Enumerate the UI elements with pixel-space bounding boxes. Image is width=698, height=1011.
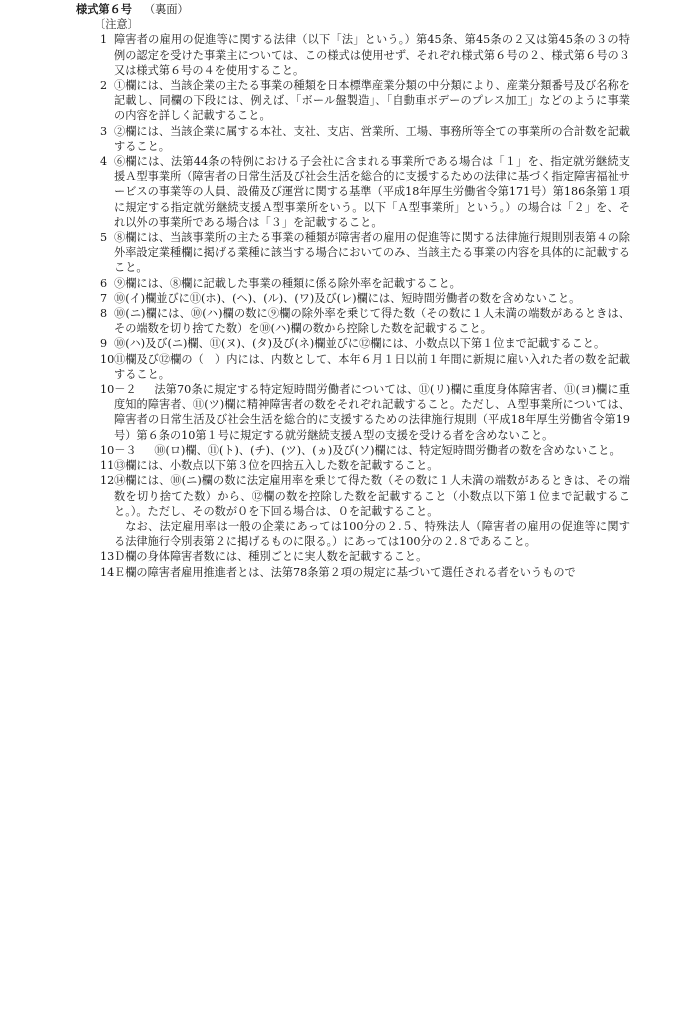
form-header xyxy=(76,2,630,17)
instruction-item xyxy=(76,565,630,580)
item-text: 法第70条に規定する特定短時間労働者については、⑪(リ)欄に重度身体障害者、⑪(ヨ)欄に重度知的障害者、⑪(ツ)欄に精神障害者の数をそれぞれ記載すること。ただし、Ａ型事業所については、障害者の日常生活及び社会生活を総合的に支援するための法律施行規則（平成18年厚生労働省令第19号）第６条の10第１号に規定する就労継続支援Ａ型の支援を受ける者を含めないこと。 xyxy=(114,383,630,442)
instruction-item xyxy=(76,352,630,382)
item-number: 8 xyxy=(100,307,108,321)
form-number: 様式第６号 xyxy=(76,3,132,16)
instruction-item xyxy=(76,306,630,336)
instruction-item xyxy=(76,124,630,154)
item-number: 9 xyxy=(100,337,108,351)
item-text: ⑧欄には、当該事業所の主たる事業の種類が障害者の雇用の促進等に関する法律施行規則別表第４の除外率設定業種欄に掲げる業種に該当する場合においてのみ、当該主たる事業の内容を具体的に記載すること。 xyxy=(114,231,630,275)
item-text: ⑩(ニ)欄には、⑩(ハ)欄の数に⑨欄の除外率を乗じて得た数（その数に１人未満の端数があるときは、その端数を切り捨てた数）を⑩(ハ)欄の数から控除した数を記載すること。 xyxy=(114,307,630,336)
item-number: 10－２ xyxy=(100,383,137,397)
page-side-label: （裏面） xyxy=(143,3,189,16)
item-number: 10 xyxy=(100,352,115,366)
item-text: ⑭欄には、⑩(ニ)欄の数に法定雇用率を乗じて得た数（その数に１人未満の端数があるときは、その端数を切り捨てた数）から、⑫欄の数を控除した数を記載すること（小数点以下第１位まで記載すること。）。ただし、その数が０を下回る場合は、０を記載すること。 xyxy=(114,474,630,518)
item-number: 6 xyxy=(100,276,108,290)
supplementary-note: なお、法定雇用率は一般の企業にあっては100分の２.５、特殊法人（障害者の雇用の促進等に関する法律施行令別表第２に掲げるものに限る。）にあっては100分の２.８であること。 xyxy=(114,519,630,549)
instruction-item xyxy=(76,154,630,230)
item-number: 13 xyxy=(100,550,115,564)
item-text: Ｅ欄の障害者雇用推進者とは、法第78条第２項の規定に基づいて選任される者をいうもので xyxy=(114,565,576,579)
instructions-page xyxy=(76,2,630,580)
caution-label: 〔注意〕 xyxy=(94,18,139,32)
instruction-item xyxy=(76,230,630,276)
instruction-item xyxy=(76,32,630,78)
item-text: ①欄には、当該企業の主たる事業の種類を日本標準産業分類の中分類により、産業分類番号及び名称を記載し、同欄の下段には、例えば、「ボール盤製造」、「自動車ボデーのプレス加工」などのように事業の内容を詳しく記載すること。 xyxy=(114,79,630,123)
item-text: ⑥欄には、法第44条の特例における子会社に含まれる事業所である場合は「１」を、指定就労継続支援Ａ型事業所（障害者の日常生活及び社会生活を総合的に支援するための法律に基づく指定障害福祉サービスの事業等の人員、設備及び運営に関する基準（平成18年厚生労働省令第171号）第186条第１項に規定する指定就労継続支援Ａ型事業所をいう。以下「Ａ型事業所」という。）の場合は「２」を、それ以外の事業所である場合は「３」を記載すること。 xyxy=(114,155,630,229)
instruction-item xyxy=(76,443,630,458)
instruction-item xyxy=(76,276,630,291)
item-text: 障害者の雇用の促進等に関する法律（以下「法」という。）第45条、第45条の２又は第45条の３の特例の認定を受けた事業主については、この様式は使用せず、それぞれ様式第６号の２、様式第６号の３又は様式第６号の４を使用すること。 xyxy=(114,33,630,77)
instruction-item xyxy=(76,458,630,473)
item-number: 7 xyxy=(100,291,108,305)
item-number: 2 xyxy=(100,79,108,93)
item-text: ②欄には、当該企業に属する本社、支社、支店、営業所、工場、事務所等全ての事業所の合計数を記載すること。 xyxy=(114,124,630,153)
instruction-item xyxy=(76,336,630,351)
item-number: 10－３ xyxy=(100,443,137,457)
item-text: ⑬欄には、小数点以下第３位を四捨五入した数を記載すること。 xyxy=(114,459,439,473)
item-number: 4 xyxy=(100,155,108,169)
item-number: 3 xyxy=(100,124,108,138)
instruction-item xyxy=(76,473,630,519)
item-number: 5 xyxy=(100,231,108,245)
item-text: ⑩(ハ)及び(ニ)欄、⑪(ヌ)、(タ)及び(ネ)欄並びに⑫欄には、小数点以下第１位まで記載すること。 xyxy=(114,337,606,351)
instruction-item xyxy=(76,78,630,124)
item-number: 12 xyxy=(100,474,115,488)
item-text: ⑪欄及び⑫欄の（ ）内には、内数として、本年６月１日以前１年間に新規に雇い入れた者の数を記載すること。 xyxy=(114,352,630,381)
item-text: Ｄ欄の身体障害者数には、種別ごとに実人数を記載すること。 xyxy=(114,550,428,564)
item-number: 14 xyxy=(100,565,115,579)
instruction-item xyxy=(76,382,630,443)
item-text: ⑩(ロ)欄、⑪(ト)、(チ)、(ツ)、(ヵ)及び(ソ)欄には、特定短時間労働者の数を含めないこと。 xyxy=(154,443,621,457)
item-text: ⑩(イ)欄並びに⑪(ホ)、(ヘ)、(ル)、(ワ)及び(レ)欄には、短時間労働者の数を含めないこと。 xyxy=(114,291,581,305)
item-number: 11 xyxy=(100,459,115,473)
item-number: 1 xyxy=(100,33,108,47)
instruction-item xyxy=(76,549,630,564)
instruction-item xyxy=(76,291,630,306)
item-text: ⑨欄には、⑧欄に記載した事業の種類に係る除外率を記載すること。 xyxy=(114,276,461,290)
